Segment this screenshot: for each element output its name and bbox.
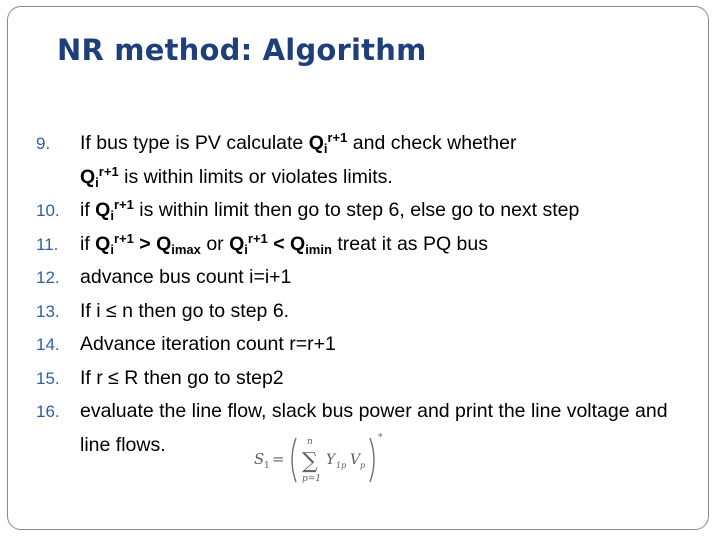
step-number: 14.	[36, 335, 60, 354]
step-number: 10.	[36, 201, 60, 220]
step-12: 12. advance bus count i=i+1	[36, 261, 676, 295]
algorithm-steps	[36, 127, 676, 462]
step-10: 10. if $Q_i^{r+1}$ is within limit then go to step 6, else go to next step	[36, 194, 676, 228]
step-number: 9.	[36, 134, 51, 153]
step-number: 11.	[36, 234, 59, 254]
formula-v: V	[350, 452, 361, 468]
formula-sum-sign: ∑	[302, 449, 318, 474]
formula-right-paren	[370, 438, 374, 482]
step-11: 11. if $Q_i^{r+1} > Q_{imax}$ or $Q_i^{r+1} < Q_{imin}$ treat it as PQ bus	[36, 228, 676, 262]
step-number: 15.	[36, 368, 60, 388]
step-15: 15. If r ≤ R then go to step2	[36, 362, 676, 396]
formula-v-sub: p	[360, 461, 366, 470]
formula-y-sub: 1p	[336, 461, 347, 470]
formula-sum-bottom: p=1	[302, 474, 322, 484]
formula-conj: *	[378, 433, 383, 443]
formula-eq: =	[272, 450, 285, 468]
slide-title: NR method: Algorithm	[57, 33, 427, 67]
step-9: 9. If bus type is PV calculate $Q_i^{r+1}$ and check whether $Q_i^{r+1}$ is within limits or violates limits.	[36, 127, 676, 194]
formula-lhs: S	[254, 450, 265, 468]
formula-y: Y	[326, 452, 336, 468]
formula-lhs-sub: 1	[264, 461, 270, 471]
slack-bus-power-formula	[252, 428, 412, 488]
formula-left-paren	[292, 438, 296, 482]
formula-sum-top: n	[307, 437, 313, 447]
step-14: 14. Advance iteration count r=r+1	[36, 328, 676, 362]
step-number: 13.	[36, 301, 60, 321]
step-16: 16. evaluate the line flow, slack bus power and print the line voltage and line flows.	[36, 395, 676, 462]
step-number: 16.	[36, 402, 60, 421]
step-13: 13. If i ≤ n then go to step 6.	[36, 295, 676, 329]
step-number: 12.	[36, 268, 60, 287]
